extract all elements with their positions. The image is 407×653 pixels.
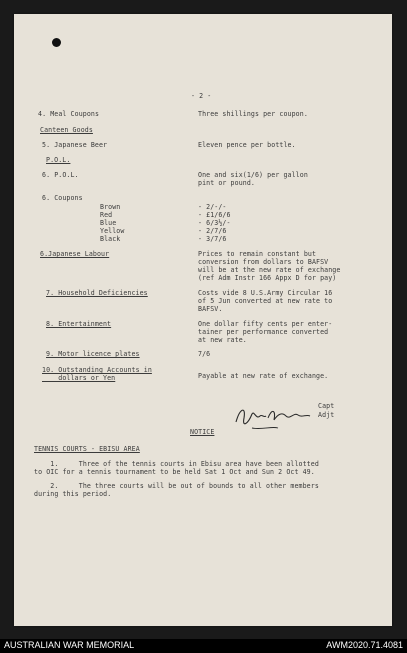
- item-label: 7. Household Deficiencies: [46, 289, 148, 297]
- notice-heading: NOTICE: [190, 428, 215, 436]
- signatory-role: Adjt: [318, 411, 335, 419]
- item-label: 5. Japanese Beer: [42, 141, 108, 149]
- coupon-color: Black: [100, 235, 121, 243]
- item-value: 7/6: [198, 350, 211, 358]
- item-label: 8. Entertainment: [46, 320, 112, 328]
- item-label: 10. Outstanding Accounts in dollars or Yen: [42, 366, 152, 382]
- archive-footer: [0, 639, 407, 653]
- item-value: Costs vide 8 U.S.Army Circular 16 of 5 Jun converted at new rate to BAFSV.: [198, 289, 333, 313]
- page-number: - 2 -: [191, 92, 212, 100]
- item-value: One and six(1/6) per gallon pint or pound.: [198, 171, 308, 187]
- coupon-color: Blue: [100, 219, 117, 227]
- footer-accession-number: AWM2020.71.4081: [326, 640, 403, 650]
- item-label: 6. Coupons: [42, 194, 83, 202]
- item-value: Payable at new rate of exchange.: [198, 372, 329, 380]
- item-value: Prices to remain constant but conversion from dollars to BAFSV will be at the new rate of exchange (ref Adm Instr 166 Appx D for pay): [198, 250, 341, 282]
- item-value: Three shillings per coupon.: [198, 110, 308, 118]
- signatory-rank: Capt: [318, 402, 335, 410]
- item-label: 9. Motor licence plates: [46, 350, 140, 358]
- item-label: 4. Meal Coupons: [38, 110, 100, 118]
- document-page: [14, 14, 392, 626]
- coupon-value: - 2/7/6: [198, 227, 227, 235]
- handwritten-signature: [232, 400, 335, 436]
- punch-hole: [52, 38, 61, 47]
- coupon-value: - 6/3½/-: [198, 219, 231, 227]
- notice-paragraph: 1. Three of the tennis courts in Ebisu area have been allotted to OIC for a tennis tournament to be held Sat 1 Oct and Sun 2 Oct 49.: [34, 460, 319, 476]
- section-heading: Canteen Goods: [40, 126, 93, 134]
- coupon-color: Brown: [100, 203, 121, 211]
- item-value: Eleven pence per bottle.: [198, 141, 296, 149]
- coupon-color: Red: [100, 211, 113, 219]
- item-label: 6. P.O.L.: [42, 171, 79, 179]
- item-value: One dollar fifty cents per enter- tainer per performance converted at new rate.: [198, 320, 333, 344]
- footer-institution: AUSTRALIAN WAR MEMORIAL: [4, 640, 135, 650]
- coupon-value: - 2/-/-: [198, 203, 227, 211]
- coupon-color: Yellow: [100, 227, 125, 235]
- item-label: 6.Japanese Labour: [40, 250, 110, 258]
- section-heading: P.O.L.: [46, 156, 71, 164]
- coupon-value: - 3/7/6: [198, 235, 227, 243]
- notice-paragraph: 2. The three courts will be out of bounds to all other members during this period.: [34, 482, 319, 498]
- coupon-value: - £1/6/6: [198, 211, 231, 219]
- notice-subheading: TENNIS COURTS - EBISU AREA: [34, 445, 140, 453]
